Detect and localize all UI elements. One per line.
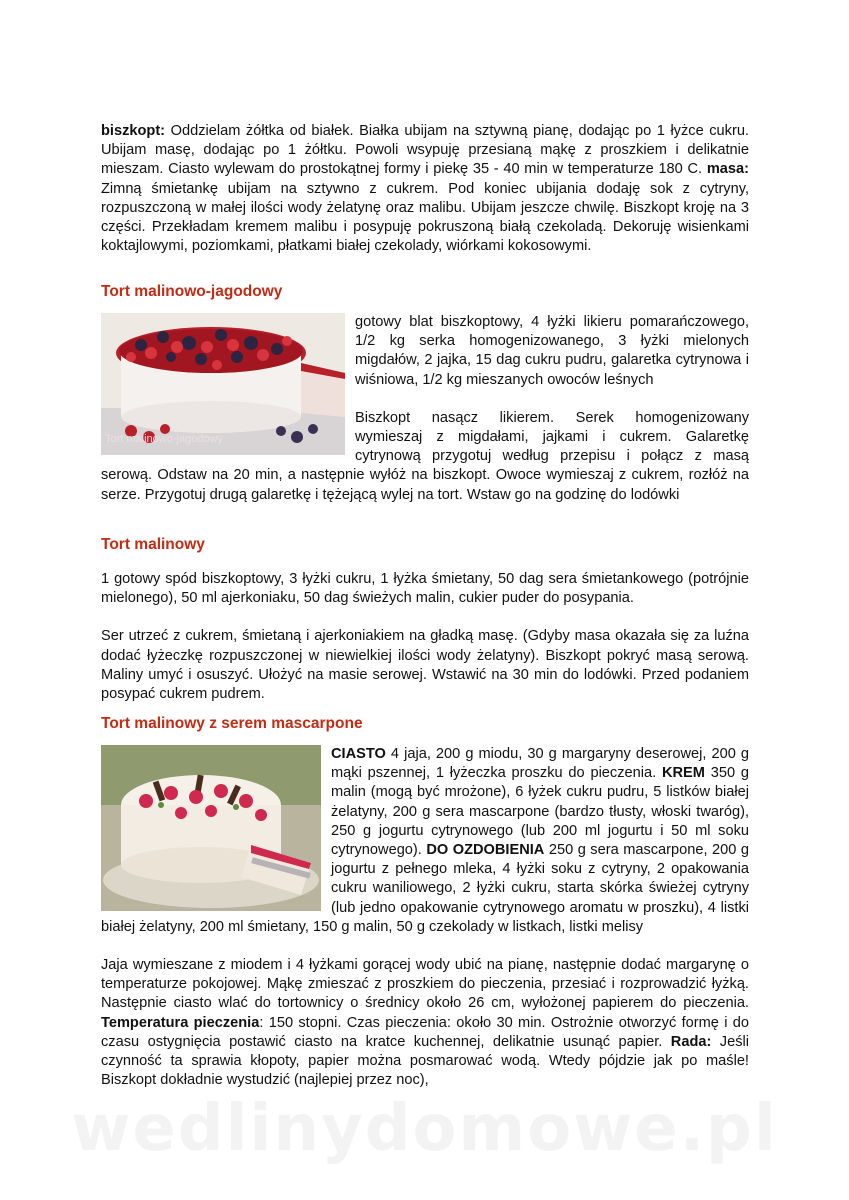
do-ozdobienia-label: DO OZDOBIENIA <box>426 842 545 859</box>
recipe2-block <box>101 570 749 704</box>
recipe3-method: Jaja wymieszane z miodem i 4 łyżkami gorącej wody ubić na pianę, następnie dodać margarynę o temperaturze pokojowej. Mąkę zmieszać z proszkiem do pieczenia, przesiać i rozprowadzić łyżką. Następnie ciasto wlać do tortownicy o średnicy około 26 cm, wyłożonej papierem do pieczenia. Temperatura pieczenia: 150 stopni. Czas pieczenia: około 30 min. Ostrożnie otworzyć formę i do czasu ostygnięcia postawić ciasto na kratce kuchennej, delikatnie usunąć papier. Rada: Jeśli czynność ta sprawia kłopoty, papier można posmarować wodą. Wtedy pójdzie jak po maśle! Biszkopt dokładnie wystudzić (najlepiej przez noc), <box>101 957 750 1089</box>
photo-caption: Tort malinowo-jagodowy <box>105 433 223 445</box>
temperatura-label: Temperatura pieczenia <box>101 1014 260 1031</box>
recipe1-ingredients: gotowy blat biszkoptowy, 4 łyżki likieru pomarańczowego, 1/2 kg serka homogenizowanego, 3 łyżki mielonych migdałów, 2 jajka, 15 dag cukru pudru, galaretka cytrynowa i wiśniowa, 1/2 kg mieszanych owoców leśnych <box>355 314 749 388</box>
recipe-title-malinowy: Tort malinowy <box>101 536 205 553</box>
recipe1-block <box>101 313 749 505</box>
recipe2-ingredients: 1 gotowy spód biszkoptowy, 3 łyżki cukru, 1 łyżka śmietany, 50 dag sera śmietankowego (potrójnie mielonego), 50 ml ajerkoniaku, 50 dag świeżych malin, cukier puder do posypania. <box>101 571 749 607</box>
recipe2-method: Ser utrzeć z cukrem, śmietaną i ajerkoniakiem na gładką masę. (Gdyby masa okazała się za luźna dodać łyżeczkę rozpuszczonej w niewielkiej ilości wody żelatyny). Biszkopt pokryć masą serową. Maliny umyć i osuszyć. Ułożyć na masie serowej. Wstawić na 30 min do lodówki. Przed podaniem posypać cukrem pudrem. <box>101 628 749 703</box>
cake-mascarpone-illustration <box>101 745 321 911</box>
cake-photo-berry <box>101 313 345 455</box>
intro-paragraph <box>101 122 749 256</box>
biszkopt-label: biszkopt: <box>101 123 166 139</box>
cake-photo-mascarpone <box>101 745 321 911</box>
ciasto-label: CIASTO <box>331 746 386 762</box>
masa-text: Zimną śmietankę ubijam na sztywno z cukrem. Pod koniec ubijania dodaję sok z cytryny, rozpuszczoną w małej ilości wody żelatynę oraz malibu. Ubijam jeszcze chwilę. Biszkopt kroję na 3 części. Przekładam kremem malibu i posypuję pokruszoną białą czekoladą. Dekoruję wisienkami koktajlowymi, poziomkami, płatkami białej czekolady, wiórkami kokosowymi. <box>101 180 749 255</box>
recipe-title-mascarpone: Tort malinowy z serem mascarpone <box>101 715 363 732</box>
biszkopt-text: Oddzielam żółtka od białek. Białka ubijam na sztywną pianę, dodając po 1 łyżce cukru. Ubijam masę, dodając po 1 żółtku. Powoli wsypuję przesianą mąkę z proszkiem i delikatnie mieszam. Ciasto wylewam do prostokątnej formy i piekę 35 - 40 min w temperaturze 180 C. <box>101 123 749 178</box>
masa-label: masa: <box>706 161 749 178</box>
recipe-title-malinowo-jagodowy: Tort malinowo-jagodowy <box>101 283 283 300</box>
recipe3-ingredients: CIASTO 4 jaja, 200 g miodu, 30 g margaryny deserowej, 200 g mąki pszennej, 1 łyżeczka proszku do pieczenia. KREM 350 g malin (mogą być mrożone), 6 łyżek cukru pudru, 5 listków białej żelatyny, 200 g sera mascarpone (bardzo tłusty, włoski twaróg), 250 g jogurtu cytrynowego (lub 200 ml jogurtu i 50 ml soku cytrynowego). DO OZDOBIENIA 250 g sera mascarpone, 200 g jogurtu z pełnego mleka, 4 łyżki soku z cytryny, 2 opakowania cukru waniliowego, 2 łyżki cukru, starta skórka świeżej cytryny (lub jedno opakowanie cytrynowego aromatu w proszku), 4 listki białej żelatyny, 200 ml śmietany, 150 g malin, 50 g czekolady w listkach, listki melisy <box>101 746 750 935</box>
recipe3-block <box>101 745 749 1090</box>
recipe1-method: Biszkopt nasącz likierem. Serek homogenizowany wymieszaj z migdałami, jajkami i cukrem. Galaretkę cytrynową przygotuj według przepisu i połącz z masą serową. Odstaw na 20 min, a następnie wyłóż na biszkopt. Owoce wymieszaj z cukrem, rozłóż na serze. Przygotuj drugą galaretkę i tężejącą wylej na tort. Wstaw go na godzinę do lodówki <box>101 409 749 503</box>
krem-label: KREM <box>661 765 705 782</box>
site-watermark: wedlinydomowe.pl <box>71 1092 778 1166</box>
rada-label: Rada: <box>670 1033 712 1050</box>
